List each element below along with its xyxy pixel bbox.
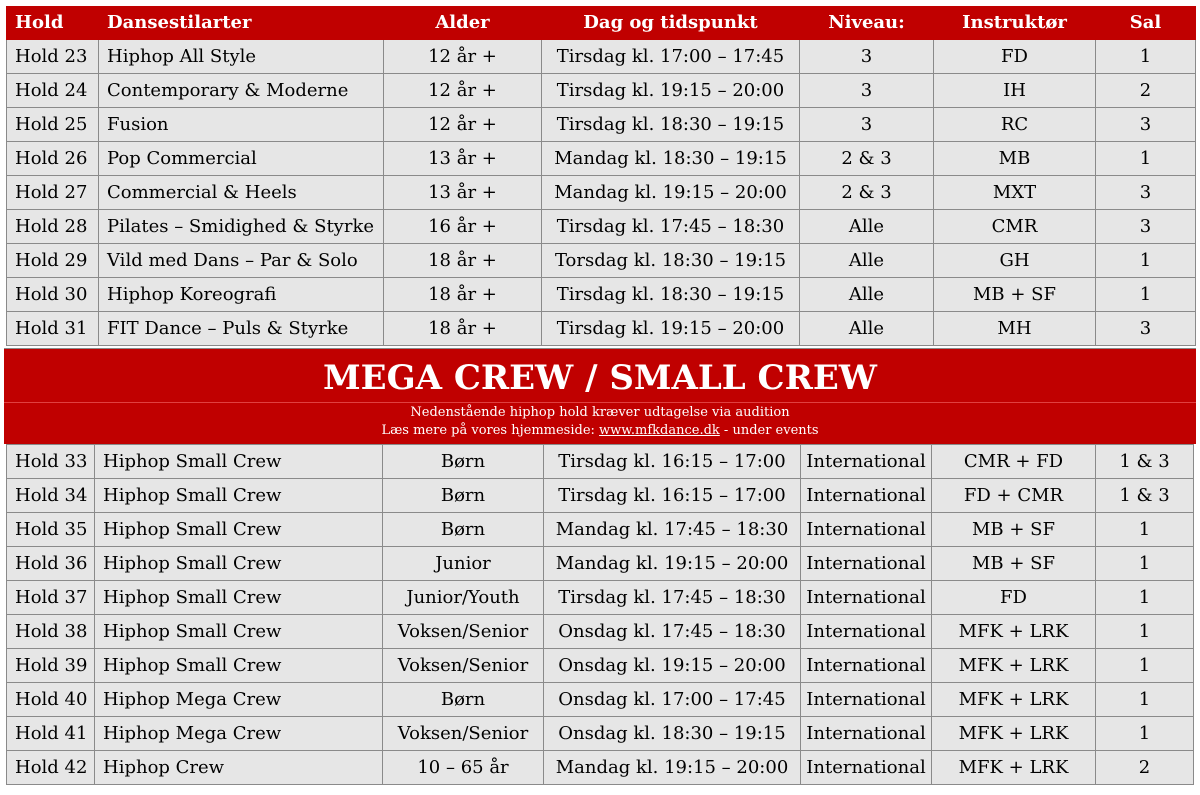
cell-hold: Hold 40 [7, 683, 95, 717]
cell-sal: 3 [1096, 210, 1196, 244]
cell-alder: 16 år + [384, 210, 542, 244]
schedule-table-bottom [6, 444, 1194, 785]
cell-dansestil: Hiphop Crew [95, 751, 383, 785]
cell-instruktor: MB + SF [934, 278, 1096, 312]
cell-alder: Junior [383, 547, 544, 581]
table-row [7, 683, 1194, 717]
cell-hold: Hold 29 [7, 244, 99, 278]
table-row [7, 40, 1196, 74]
cell-alder: Børn [383, 683, 544, 717]
cell-sal: 2 [1096, 751, 1194, 785]
cell-niveau: 2 & 3 [800, 142, 934, 176]
cell-instruktor: MB + SF [932, 513, 1096, 547]
cell-instruktor: FD [934, 40, 1096, 74]
cell-dag-tidspunkt: Onsdag kl. 18:30 – 19:15 [544, 717, 801, 751]
cell-hold: Hold 41 [7, 717, 95, 751]
header-dansestilarter: Dansestilarter [99, 7, 384, 40]
cell-sal: 1 [1096, 717, 1194, 751]
cell-sal: 3 [1096, 176, 1196, 210]
cell-hold: Hold 36 [7, 547, 95, 581]
cell-instruktor: IH [934, 74, 1096, 108]
cell-sal: 3 [1096, 108, 1196, 142]
cell-niveau: International [801, 717, 932, 751]
cell-dansestil: Hiphop Small Crew [95, 649, 383, 683]
cell-niveau: International [801, 581, 932, 615]
cell-dansestil: Contemporary & Moderne [99, 74, 384, 108]
cell-instruktor: MFK + LRK [932, 717, 1096, 751]
cell-niveau: 3 [800, 74, 934, 108]
cell-dag-tidspunkt: Mandag kl. 18:30 – 19:15 [542, 142, 800, 176]
cell-instruktor: GH [934, 244, 1096, 278]
cell-sal: 1 [1096, 615, 1194, 649]
cell-niveau: International [801, 479, 932, 513]
cell-instruktor: MFK + LRK [932, 683, 1096, 717]
table-row [7, 210, 1196, 244]
cell-dansestil: Hiphop Small Crew [95, 547, 383, 581]
header-sal: Sal [1096, 7, 1196, 40]
cell-niveau: 3 [800, 40, 934, 74]
cell-dansestil: Pop Commercial [99, 142, 384, 176]
cell-hold: Hold 26 [7, 142, 99, 176]
cell-dag-tidspunkt: Onsdag kl. 17:00 – 17:45 [544, 683, 801, 717]
table-row [7, 142, 1196, 176]
cell-instruktor: MB [934, 142, 1096, 176]
cell-dansestil: Hiphop Koreografi [99, 278, 384, 312]
cell-niveau: Alle [800, 278, 934, 312]
cell-niveau: International [801, 615, 932, 649]
banner-divider [4, 402, 1196, 403]
cell-dag-tidspunkt: Onsdag kl. 19:15 – 20:00 [544, 649, 801, 683]
cell-alder: Børn [383, 513, 544, 547]
table-row [7, 581, 1194, 615]
banner-website-suffix: - under events [719, 423, 819, 438]
table-row [7, 312, 1196, 346]
banner-title: MEGA CREW / SMALL CREW [323, 358, 877, 398]
cell-niveau: International [801, 683, 932, 717]
table-row [7, 176, 1196, 210]
cell-dag-tidspunkt: Tirsdag kl. 19:15 – 20:00 [542, 312, 800, 346]
cell-niveau: 3 [800, 108, 934, 142]
cell-dansestil: Hiphop Mega Crew [95, 683, 383, 717]
bottom-rows [7, 445, 1194, 785]
cell-niveau: 2 & 3 [800, 176, 934, 210]
cell-alder: 12 år + [384, 40, 542, 74]
cell-dag-tidspunkt: Tirsdag kl. 16:15 – 17:00 [544, 479, 801, 513]
cell-dag-tidspunkt: Mandag kl. 19:15 – 20:00 [544, 547, 801, 581]
crew-banner [4, 348, 1196, 444]
cell-dag-tidspunkt: Tirsdag kl. 17:45 – 18:30 [544, 581, 801, 615]
cell-alder: 13 år + [384, 142, 542, 176]
table-row [7, 615, 1194, 649]
cell-dag-tidspunkt: Torsdag kl. 18:30 – 19:15 [542, 244, 800, 278]
cell-sal: 1 [1096, 244, 1196, 278]
cell-hold: Hold 42 [7, 751, 95, 785]
cell-alder: 12 år + [384, 108, 542, 142]
cell-instruktor: FD [932, 581, 1096, 615]
cell-dansestil: Hiphop Small Crew [95, 479, 383, 513]
cell-hold: Hold 33 [7, 445, 95, 479]
cell-dag-tidspunkt: Tirsdag kl. 18:30 – 19:15 [542, 278, 800, 312]
cell-dansestil: Hiphop Small Crew [95, 581, 383, 615]
cell-instruktor: FD + CMR [932, 479, 1096, 513]
cell-hold: Hold 35 [7, 513, 95, 547]
cell-niveau: International [801, 513, 932, 547]
table-row [7, 74, 1196, 108]
table-row [7, 513, 1194, 547]
table-row [7, 445, 1194, 479]
cell-hold: Hold 37 [7, 581, 95, 615]
top-rows [7, 40, 1196, 346]
cell-sal: 3 [1096, 312, 1196, 346]
cell-sal: 2 [1096, 74, 1196, 108]
cell-sal: 1 [1096, 40, 1196, 74]
table-row [7, 547, 1194, 581]
cell-instruktor: MB + SF [932, 547, 1096, 581]
cell-dag-tidspunkt: Mandag kl. 19:15 – 20:00 [544, 751, 801, 785]
cell-niveau: Alle [800, 244, 934, 278]
table-row [7, 108, 1196, 142]
table-row [7, 649, 1194, 683]
cell-hold: Hold 24 [7, 74, 99, 108]
table-row [7, 278, 1196, 312]
header-instruktor: Instruktør [934, 7, 1096, 40]
cell-sal: 1 [1096, 278, 1196, 312]
banner-website-note [4, 422, 1196, 439]
header-hold: Hold [7, 7, 99, 40]
cell-hold: Hold 38 [7, 615, 95, 649]
cell-dansestil: Vild med Dans – Par & Solo [99, 244, 384, 278]
cell-hold: Hold 28 [7, 210, 99, 244]
cell-alder: Børn [383, 479, 544, 513]
banner-website-prefix: Læs mere på vores hjemmeside: [381, 423, 600, 438]
cell-dag-tidspunkt: Tirsdag kl. 17:45 – 18:30 [542, 210, 800, 244]
table-row [7, 717, 1194, 751]
cell-dag-tidspunkt: Mandag kl. 17:45 – 18:30 [544, 513, 801, 547]
cell-niveau: International [801, 649, 932, 683]
table-row [7, 751, 1194, 785]
schedule-table-top [6, 6, 1196, 346]
cell-dansestil: Commercial & Heels [99, 176, 384, 210]
cell-alder: 18 år + [384, 244, 542, 278]
cell-alder: 10 – 65 år [383, 751, 544, 785]
cell-alder: Voksen/Senior [383, 615, 544, 649]
cell-niveau: International [801, 547, 932, 581]
cell-niveau: International [801, 751, 932, 785]
cell-sal: 1 [1096, 513, 1194, 547]
header-row [7, 7, 1196, 40]
cell-alder: Børn [383, 445, 544, 479]
cell-sal: 1 [1096, 581, 1194, 615]
cell-dansestil: Hiphop Mega Crew [95, 717, 383, 751]
table-row [7, 479, 1194, 513]
cell-alder: 18 år + [384, 312, 542, 346]
cell-dag-tidspunkt: Tirsdag kl. 16:15 – 17:00 [544, 445, 801, 479]
banner-audition-note: Nedenstående hiphop hold kræver udtagelse via audition [410, 405, 790, 420]
cell-instruktor: MH [934, 312, 1096, 346]
cell-sal: 1 [1096, 649, 1194, 683]
cell-dag-tidspunkt: Mandag kl. 19:15 – 20:00 [542, 176, 800, 210]
cell-dag-tidspunkt: Tirsdag kl. 17:00 – 17:45 [542, 40, 800, 74]
cell-instruktor: CMR + FD [932, 445, 1096, 479]
cell-dansestil: Hiphop All Style [99, 40, 384, 74]
header-alder: Alder [384, 7, 542, 40]
cell-dansestil: FIT Dance – Puls & Styrke [99, 312, 384, 346]
table-row [7, 244, 1196, 278]
cell-alder: Junior/Youth [383, 581, 544, 615]
cell-dag-tidspunkt: Tirsdag kl. 18:30 – 19:15 [542, 108, 800, 142]
cell-hold: Hold 25 [7, 108, 99, 142]
cell-instruktor: MFK + LRK [932, 615, 1096, 649]
cell-instruktor: MFK + LRK [932, 649, 1096, 683]
header-dag-og-tidspunkt: Dag og tidspunkt [542, 7, 800, 40]
cell-dansestil: Fusion [99, 108, 384, 142]
cell-sal: 1 [1096, 142, 1196, 176]
cell-instruktor: RC [934, 108, 1096, 142]
cell-sal: 1 & 3 [1096, 445, 1194, 479]
cell-alder: Voksen/Senior [383, 649, 544, 683]
cell-dag-tidspunkt: Tirsdag kl. 19:15 – 20:00 [542, 74, 800, 108]
cell-dansestil: Hiphop Small Crew [95, 445, 383, 479]
website-link[interactable]: www.mfkdance.dk [599, 423, 720, 438]
cell-niveau: Alle [800, 312, 934, 346]
cell-sal: 1 [1096, 547, 1194, 581]
cell-alder: 18 år + [384, 278, 542, 312]
cell-hold: Hold 39 [7, 649, 95, 683]
cell-alder: Voksen/Senior [383, 717, 544, 751]
cell-hold: Hold 30 [7, 278, 99, 312]
cell-hold: Hold 34 [7, 479, 95, 513]
cell-dansestil: Pilates – Smidighed & Styrke [99, 210, 384, 244]
cell-dag-tidspunkt: Onsdag kl. 17:45 – 18:30 [544, 615, 801, 649]
cell-hold: Hold 31 [7, 312, 99, 346]
cell-dansestil: Hiphop Small Crew [95, 615, 383, 649]
cell-instruktor: MXT [934, 176, 1096, 210]
cell-alder: 13 år + [384, 176, 542, 210]
cell-hold: Hold 23 [7, 40, 99, 74]
cell-sal: 1 & 3 [1096, 479, 1194, 513]
cell-niveau: International [801, 445, 932, 479]
cell-hold: Hold 27 [7, 176, 99, 210]
cell-instruktor: CMR [934, 210, 1096, 244]
cell-niveau: Alle [800, 210, 934, 244]
cell-dansestil: Hiphop Small Crew [95, 513, 383, 547]
cell-instruktor: MFK + LRK [932, 751, 1096, 785]
cell-sal: 1 [1096, 683, 1194, 717]
cell-alder: 12 år + [384, 74, 542, 108]
header-niveau: Niveau: [800, 7, 934, 40]
